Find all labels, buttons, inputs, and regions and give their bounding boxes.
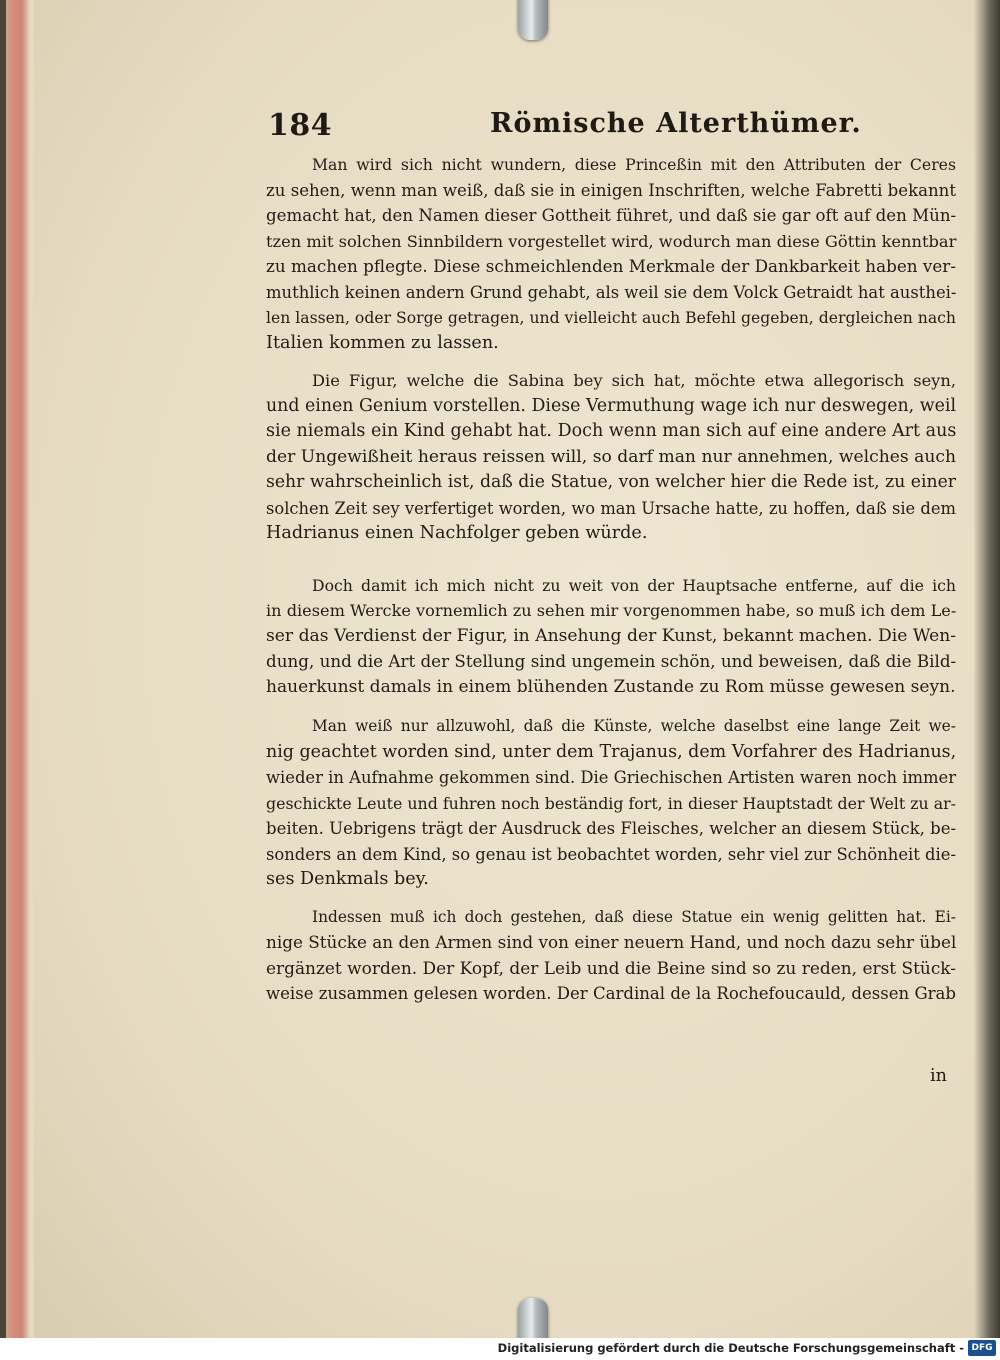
text-line: ergänzet worden. Der Kopf, der Leib und die Beine sind so zu reden, erst Stück- <box>266 957 956 978</box>
paragraph-4 <box>266 714 956 893</box>
running-title: Römische Alterthümer. <box>490 108 862 139</box>
text-line: Italien kommen zu lassen. <box>266 332 499 353</box>
text-line: muthlich keinen andern Grund gehabt, als weil sie dem Volck Getraidt hat austhei- <box>266 282 957 302</box>
text-line: Man weiß nur allzuwohl, daß die Künste, welche daselbst eine lange Zeit we- <box>312 717 956 735</box>
text-line: Man wird sich nicht wundern, diese Princeßin mit den Attributen der Ceres <box>312 155 956 174</box>
text-line: hauerkunst damals in einem blühenden Zustande zu Rom müsse gewesen seyn. <box>266 676 956 697</box>
text-line: sehr wahrscheinlich ist, daß die Statue, von welcher hier die Rede ist, zu einer <box>266 472 956 492</box>
paragraph-2 <box>266 368 956 547</box>
footer-credit: Digitalisierung gefördert durch die Deutsche Forschungsgemeinschaft - <box>497 1341 964 1355</box>
text-line: geschickte Leute und fuhren noch beständig fort, in dieser Hauptstadt der Welt zu ar- <box>266 793 956 813</box>
text-line: der Ungewißheit heraus reissen will, so darf man nur annehmen, welches auch <box>266 446 956 467</box>
text-line: ser das Verdienst der Figur, in Ansehung der Kunst, bekannt machen. Die Wen- <box>266 625 956 646</box>
text-line: in diesem Wercke vornemlich zu sehen mir vorgenommen habe, so muß ich dem Le- <box>266 601 957 620</box>
text-line: sonders an dem Kind, so genau ist beobachtet worden, sehr viel zur Schönheit die- <box>266 844 956 864</box>
page-edge <box>974 0 1000 1338</box>
dfg-logo-icon: DFG <box>968 1340 996 1356</box>
text-line: nig geachtet worden sind, unter dem Trajanus, dem Vorfahrer des Hadrianus, <box>266 741 957 762</box>
text-line: und einen Genium vorstellen. Diese Vermuthung wage ich nur deswegen, weil <box>266 395 956 416</box>
digitization-footer <box>0 1338 1000 1360</box>
body-text <box>266 152 956 1007</box>
text-line: len lassen, oder Sorge getragen, und vielleicht auch Befehl gegeben, dergleichen nach <box>266 308 956 327</box>
text-line: Hadrianus einen Nachfolger geben würde. <box>266 523 648 543</box>
text-line: ses Denkmals bey. <box>266 869 429 889</box>
paragraph-5 <box>266 905 956 1007</box>
book-clip-top <box>518 0 548 40</box>
text-line: sie niemals ein Kind gehabt hat. Doch wenn man sich auf eine andere Art aus <box>266 421 957 441</box>
paragraph-3 <box>266 573 956 701</box>
text-line: solchen Zeit sey verfertiget worden, wo man Ursache hatte, zu hoffen, daß sie dem <box>266 498 956 518</box>
text-line: wieder in Aufnahme gekommen sind. Die Griechischen Artisten waren noch immer <box>266 768 957 787</box>
text-line: Doch damit ich mich nicht zu weit von der Hauptsache entferne, auf die ich <box>312 575 956 595</box>
page-header <box>268 108 954 148</box>
catchword: in <box>930 1066 947 1086</box>
text-line: dung, und die Art der Stellung sind ungemein schön, und beweisen, daß die Bild- <box>266 651 957 671</box>
page-number: 184 <box>268 108 333 143</box>
text-line: nige Stücke an den Armen sind von einer neuern Hand, und noch dazu sehr übel <box>266 932 957 952</box>
text-line: weise zusammen gelesen worden. Der Cardinal de la Rochefoucauld, dessen Grab <box>266 984 956 1003</box>
text-line: beiten. Uebrigens trägt der Ausdruck des Fleisches, welcher an diesem Stück, be- <box>266 819 957 838</box>
text-line: tzen mit solchen Sinnbildern vorgestellet wird, wodurch man diese Göttin kenntbar <box>266 231 957 251</box>
text-line: Indessen muß ich doch gestehen, daß diese Statue ein wenig gelitten hat. Ei- <box>312 907 956 926</box>
text-line: gemacht hat, den Namen dieser Gottheit führet, und daß sie gar oft auf den Mün- <box>266 206 957 225</box>
text-line: zu machen pflegte. Diese schmeichlenden Merkmale der Dankbarkeit haben ver- <box>266 256 956 276</box>
text-line: Die Figur, welche die Sabina bey sich hat, möchte etwa allegorisch seyn, <box>312 371 956 390</box>
paragraph-1 <box>266 152 956 356</box>
text-line: zu sehen, wenn man weiß, daß sie in einigen Inschriften, welche Fabretti bekannt <box>266 180 956 200</box>
